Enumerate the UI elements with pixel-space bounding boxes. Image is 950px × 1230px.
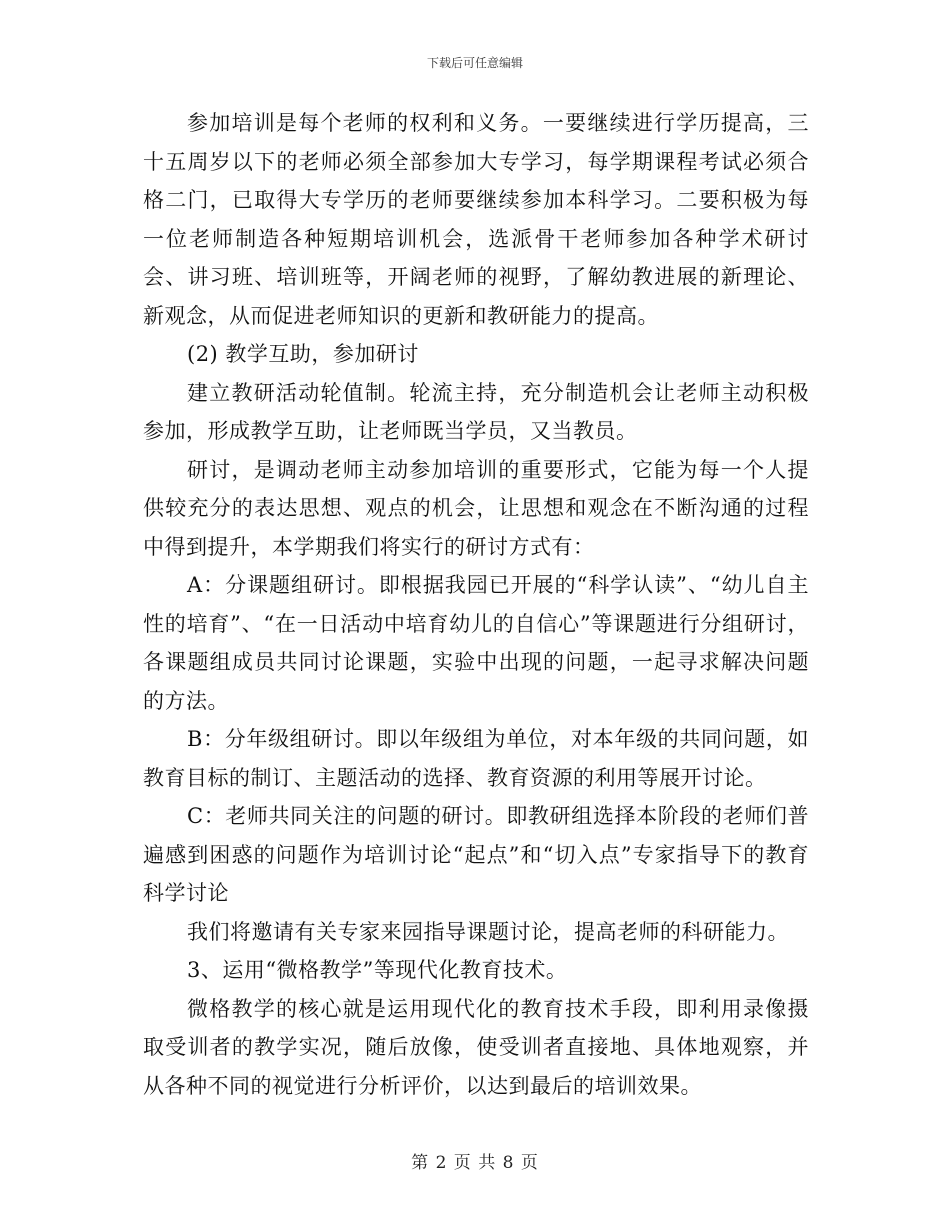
paragraph-heading-microteaching: 3、运用“微格教学”等现代化教育技术。 xyxy=(187,958,568,982)
paragraph-training-rights: 参加培训是每个老师的权利和义务。一要继续进行学历提高，三十五周岁以下的老师必须全部参加大专学习，每学期课程考试必须合格二门，已取得大专学历的老师要继续参加本科学习。二要积极为每一位老师制造各种短期培训机会，选派骨干老师参加各种学术研讨会、讲习班、培训班等，开阔老师的视野，了解幼教进展的新理论、新观念，从而促进老师知识的更新和教研能力的提高。 xyxy=(143,111,809,328)
document-body xyxy=(143,104,809,1105)
paragraph-rotation-system: 建立教研活动轮值制。轮流主持，充分制造机会让老师主动积极参加，形成教学互助，让老师既当学员，又当教员。 xyxy=(143,380,809,443)
paragraph-microteaching-core: 微格教学的核心就是运用现代化的教育技术手段，即利用录像摄取受训者的教学实况，随后放像，使受训者直接地、具体地观察，并从各种不同的视觉进行分析评价，以达到最后的培训效果。 xyxy=(143,996,809,1098)
paragraph-method-b: B：分年级组研讨。即以年级组为单位，对本年级的共同问题，如教育目标的制订、主题活动的选择、教育资源的利用等展开讨论。 xyxy=(143,727,809,790)
paragraph-experts: 我们将邀请有关专家来园指导课题讨论，提高老师的科研能力。 xyxy=(187,919,789,944)
paragraph-discussion-intro: 研讨，是调动老师主动参加培训的重要形式，它能为每一个人提供较充分的表达思想、观点的机会，让思想和观念在不断沟通的过程中得到提升，本学期我们将实行的研讨方式有： xyxy=(143,457,809,559)
page-number: 第 2 页 共 8 页 xyxy=(411,1153,539,1173)
header-note: 下载后可任意编辑 xyxy=(426,56,523,70)
paragraph-method-c: C：老师共同关注的问题的研讨。即教研组选择本阶段的老师们普遍感到困惑的问题作为培训讨论“起点”和“切入点”专家指导下的教育科学讨论 xyxy=(143,804,809,905)
paragraph-method-a: A：分课题组研讨。即根据我园已开展的“科学认读”、“幼儿自主性的培育”、“在一日活动中培育幼儿的自信心”等课题进行分组研讨，各课题组成员共同讨论课题，实验中出现的问题，一起寻求解决问题的方法。 xyxy=(143,573,809,713)
paragraph-heading-teaching-mutual-aid: (2) 教学互助，参加研讨 xyxy=(187,342,419,366)
